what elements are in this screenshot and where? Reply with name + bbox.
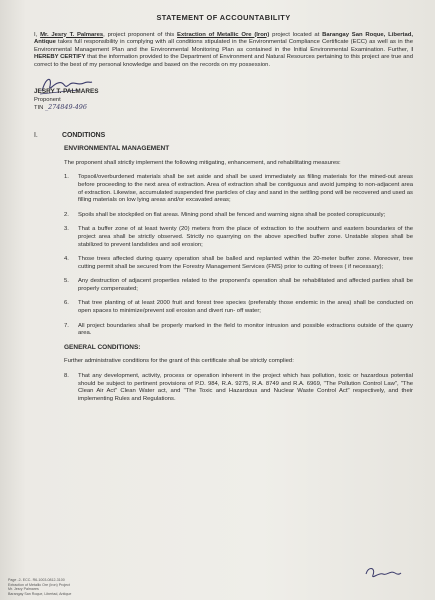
- intro-text: I,: [34, 31, 41, 38]
- item-number: 5.: [64, 278, 69, 285]
- footer-line: Extraction of Metallic Ore (Iron) Project: [8, 582, 70, 587]
- item-text: All project boundaries shall be properly marked in the field to monitor intrusion and possible extractions outside of the quarry area.: [78, 322, 413, 337]
- project-location: Barangay San Roque, Libertad, Antique: [34, 31, 413, 46]
- section-title: CONDITIONS: [62, 131, 106, 139]
- item-text: That tree planting of at least 2000 fruit and forest tree species (preferably those endemic in the area) shall be conducted on open spaces to minimize/prevent soil erosion and divert run- off water;: [78, 300, 413, 315]
- document-title: STATEMENT OF ACCOUNTABILITY: [156, 13, 291, 22]
- intro-text: , project proponent of this: [103, 31, 178, 38]
- item-number: 1.: [64, 174, 69, 181]
- tin-value: _274849-496: [44, 102, 87, 111]
- general-conditions-heading: GENERAL CONDITIONS:: [64, 343, 141, 351]
- environmental-intro: The proponent shall strictly implement the following mitigating, enhancement, and rehabilitating measures:: [64, 159, 341, 166]
- project-name: Extraction of Metallic Ore (Iron): [177, 31, 270, 38]
- intro-text: project located at: [269, 31, 323, 38]
- footer-line: Mr. Jesry Palmares: [8, 587, 39, 592]
- item-number: 7.: [64, 322, 69, 329]
- condition-list: [34, 174, 413, 338]
- section-number: I.: [34, 131, 38, 139]
- condition-item: [64, 226, 413, 249]
- item-text: That a buffer zone of at least twenty (20) meters from the place of extraction to the southern and eastern boundaries of the project area shall be strictly observed. Strictly no quarrying on the above specified buffer zone. Unstable slopes shall be stabilized to prevent landslides and soil erosion;: [78, 226, 413, 248]
- environmental-management-heading: ENVIRONMENTAL MANAGEMENT: [64, 145, 170, 153]
- item-text: That any development, activity, process or operation inherent in the project which has pollution, toxic or hazardous potential should be subject to pertinent provisions of P.D. 984, R.A. 9275, R.A. 8749 and R.A. 6969, "The Pollution Control Law", "The Clean Air Act" Clean Water act, and "The Toxic and Hazardous and Nuclear Waste Control Act" respectively, and their implementing Rules and Regulations.: [78, 373, 413, 402]
- tin-label: TIN: [34, 104, 44, 111]
- intro-paragraph: [34, 32, 413, 70]
- condition-item: [64, 256, 413, 271]
- item-number: 8.: [64, 373, 69, 380]
- condition-item: [64, 174, 413, 204]
- item-number: 2.: [64, 211, 69, 218]
- proponent-name: Mr. Jesry T. Palmares: [40, 31, 104, 38]
- intro-text: that the information provided to the Department of Environment and Natural Resources pertaining to this project are true and correct to the best of my personal knowledge and based on the records on my possession.: [34, 54, 413, 68]
- condition-item: [64, 300, 413, 315]
- page-footer: [8, 578, 71, 596]
- footer-line: Page -2- ECC- R6-1003-0812-3100: [8, 578, 65, 583]
- condition-item: [64, 212, 413, 220]
- condition-item: [64, 323, 413, 338]
- signatory-tin: [34, 104, 87, 113]
- initials-scribble-icon: [362, 564, 402, 582]
- signatory-role: Proponent: [34, 96, 61, 103]
- condition-item: [64, 278, 413, 293]
- signatory-name: JESRY T. PALMARES: [34, 87, 99, 95]
- item-text: Any destruction of adjacent properties related to the proponent's operation shall be rehabilitated and affected parties shall be properly compensated;: [78, 278, 413, 292]
- intro-text: takes full responsibility in complying with all conditions stipulated in the Environmental Compliance Certificate (ECC) as well as in the Environmental Management Plan and the Environmental Monitoring Plan as contained in the Initial Environmental Examination. Further,: [34, 39, 413, 53]
- signature-block: [34, 74, 413, 120]
- item-text: Those trees affected during quarry operation shall be balled and replanted within the 20-meter buffer zone. Moreover, tree cutting permit shall be secured from the Forestry Management Services (FMS) prior to cutting of trees ( if necessary);: [78, 256, 413, 270]
- certify-phrase: I HEREBY CERTIFY: [34, 46, 413, 61]
- item-text: Topsoil/overburdened materials shall be set aside and shall be used immediately as filling materials for the mined-out areas before proceeding to the next area of extraction. Area of extraction shall be contiguous and avoid jumping to non-adjacent area of extraction. Likewise, accumulated suspended fine particles of clay and sand in the settling pond will be recovered and used as filling materials on low lying areas and/or excavated areas;: [78, 174, 413, 204]
- item-number: 4.: [64, 256, 69, 263]
- condition-item: [64, 373, 413, 403]
- item-number: 3.: [64, 226, 69, 233]
- footer-line: Barangay San Roque, Libertad, Antique: [8, 591, 72, 596]
- item-text: Spoils shall be stockpiled on flat areas. Mining pond shall be fenced and warning signs shall be posted conspicuously;: [78, 211, 386, 218]
- section-heading: [34, 132, 413, 140]
- item-number: 6.: [64, 300, 69, 307]
- general-intro: Further administrative conditions for the grant of this certificate shall be strictly complied:: [64, 358, 294, 365]
